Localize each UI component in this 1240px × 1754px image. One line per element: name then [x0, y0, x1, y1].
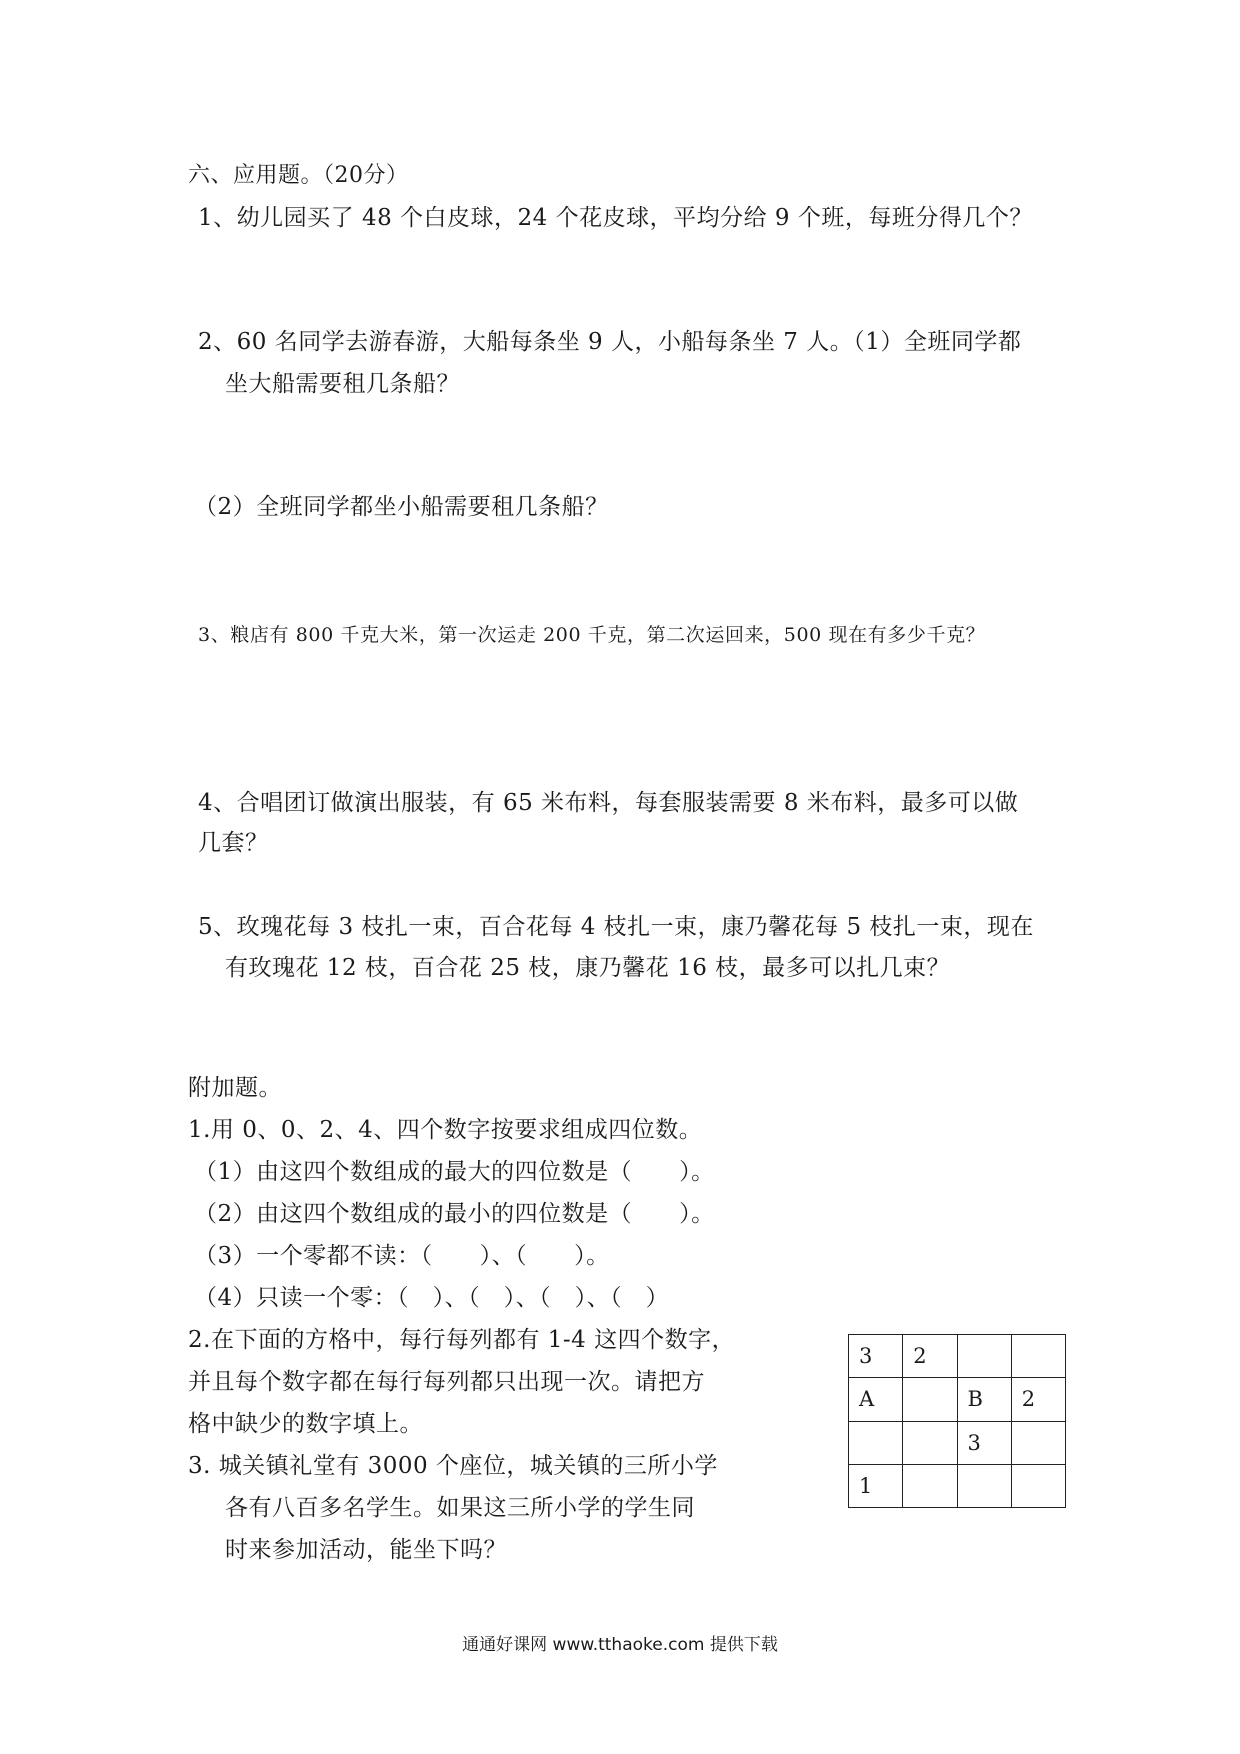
grid-row: [849, 1378, 1066, 1421]
problem-1: 1、幼儿园买了 48 个白皮球，24 个花皮球，平均分给 9 个班，每班分得几个？: [198, 205, 1033, 231]
problem-5-line-1: 5、玫瑰花每 3 枝扎一束，百合花每 4 枝扎一束，康乃馨花每 5 枝扎一束，现在: [198, 914, 1034, 940]
problem-3: 3、粮店有 800 千克大米，第一次运走 200 千克，第二次运回来，500 现在有多少千克？: [198, 624, 986, 646]
bonus-question-2-line-2: 并且每个数字都在每行每列都只出现一次。请把方: [188, 1369, 705, 1395]
grid-cell: [903, 1421, 957, 1464]
grid-row: [849, 1421, 1066, 1464]
grid-row: [849, 1464, 1066, 1507]
grid-cell: 2: [903, 1335, 957, 1378]
grid-cell: [849, 1421, 903, 1464]
problem-4-line-2: 几套？: [198, 830, 269, 856]
problem-2-line-2: 坐大船需要租几条船？: [225, 371, 460, 397]
problem-2-line-1: 2、60 名同学去游春游，大船每条坐 9 人，小船每条坐 7 人。（1）全班同学都: [198, 329, 1022, 355]
problem-4-line-1: 4、合唱团订做演出服装，有 65 米布料，每套服装需要 8 米布料，最多可以做: [198, 790, 1019, 816]
bonus-question-1-part-3: （3）一个零都不读：（ ）、（ ）。: [194, 1243, 610, 1269]
section-title: 六、应用题。（20分）: [188, 163, 409, 188]
number-grid: [848, 1334, 1066, 1508]
grid-cell: [1011, 1335, 1065, 1378]
grid-cell: A: [849, 1378, 903, 1421]
grid-cell: [903, 1464, 957, 1507]
grid-cell: [903, 1378, 957, 1421]
grid-cell: 2: [1011, 1378, 1065, 1421]
grid-cell: [957, 1464, 1011, 1507]
grid-cell: [1011, 1421, 1065, 1464]
bonus-title: 附加题。: [188, 1075, 282, 1101]
grid-cell: 3: [957, 1421, 1011, 1464]
bonus-question-1-part-2: （2）由这四个数组成的最小的四位数是（ ）。: [194, 1201, 715, 1227]
grid-cell: [1011, 1464, 1065, 1507]
grid-cell: B: [957, 1378, 1011, 1421]
footer-credit: 通通好课网 www.tthaoke.com 提供下载: [462, 1635, 778, 1655]
bonus-question-2-line-1: 2.在下面的方格中，每行每列都有 1-4 这四个数字，: [188, 1327, 736, 1353]
problem-2-part-2: （2）全班同学都坐小船需要租几条船？: [194, 494, 609, 520]
bonus-question-3-line-1: 3. 城关镇礼堂有 3000 个座位，城关镇的三所小学: [188, 1453, 718, 1479]
bonus-question-3-line-3: 时来参加活动，能坐下吗？: [225, 1537, 507, 1563]
grid-cell: 1: [849, 1464, 903, 1507]
bonus-question-3-line-2: 各有八百多名学生。如果这三所小学的学生同: [225, 1495, 695, 1521]
bonus-question-1: 1.用 0、0、2、4、四个数字按要求组成四位数。: [188, 1117, 703, 1143]
bonus-question-1-part-4: （4）只读一个零：（ ）、（ ）、（ ）、（ ）: [194, 1285, 670, 1311]
problem-5-line-2: 有玫瑰花 12 枝，百合花 25 枝，康乃馨花 16 枝，最多可以扎几束？: [225, 955, 951, 981]
grid-row: [849, 1335, 1066, 1378]
grid-cell: 3: [849, 1335, 903, 1378]
bonus-question-2-line-3: 格中缺少的数字填上。: [188, 1411, 423, 1437]
bonus-question-1-part-1: （1）由这四个数组成的最大的四位数是（ ）。: [194, 1159, 715, 1185]
grid-cell: [957, 1335, 1011, 1378]
